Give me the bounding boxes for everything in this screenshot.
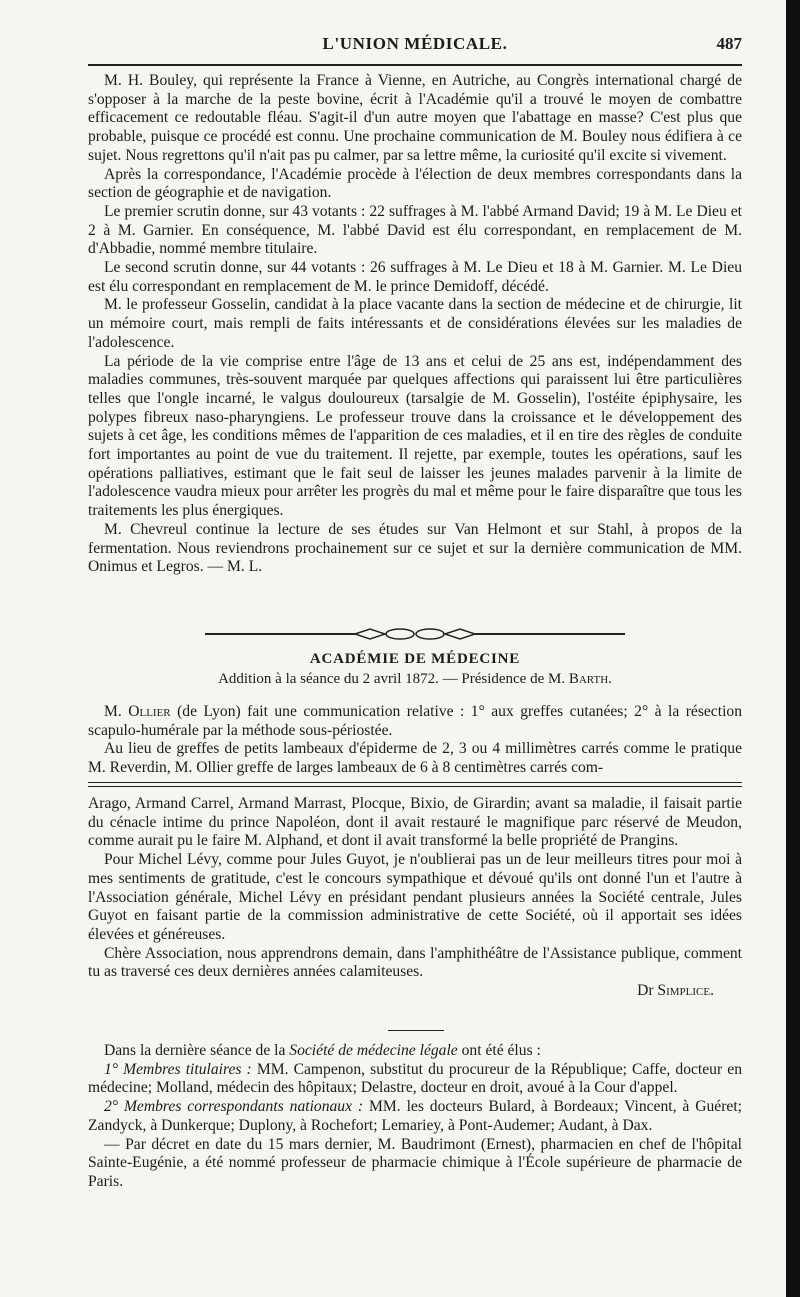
paragraph-text: (de Lyon) fait une communication relative : 1° aux greffes cutanées; 2° à la résection scapulo-humérale par la méthode sous-périostée. [88,703,742,739]
intro-text: Dans la dernière séance de la [104,1042,290,1059]
academie-medecine-report [88,703,742,778]
item-label: 2° Membres correspondants nationaux : [104,1098,364,1116]
paragraph: — Par décret en date du 15 mars dernier, M. Baudrimont (Ernest), pharmacien en chef de l'hôpital Sainte-Eugénie, a été nommé professeur de pharmacie chimique à l'École supérieure de pharmacie de Paris. [88,1135,742,1190]
short-divider [388,1030,444,1031]
paragraph: Le premier scrutin donne, sur 43 votants : 22 suffrages à M. l'abbé Armand David; 19 à M. Le Dieu et 2 à M. Garnier. En conséquence, M. l'abbé David est élu correspondant, en remplacement de M. d'Abbadie, nommé membre titulaire. [88,202,742,258]
paragraph [88,1098,742,1135]
decorative-ornament [205,627,625,641]
signature-prefix: Dr [637,982,658,1000]
paragraph: M. H. Bouley, qui représente la France à Vienne, en Autriche, au Congrès international chargé de s'opposer à la marche de la peste bovine, écrit à l'Académie qu'il a trouvé le moyen de combattre efficacement ce redoutable fléau. S'agit-il d'un autre moyen que l'abattage en masse? C'est plus que probable, puisque ce procédé est connu. Une prochaine communication de M. Bouley nous édifiera à ce sujet. Nous regrettons qu'il n'ait pas pu calmer, par sa lettre même, la curiosité qu'il excite si vivement. [88,72,742,164]
paragraph: Après la correspondance, l'Académie procède à l'élection de deux membres correspondants dans la section de géographie et de navigation. [88,165,742,202]
feuilleton [88,795,742,1001]
feuilleton-rule-bottom [88,786,742,787]
signature-name: Simplice. [657,982,714,1000]
news-items [88,1042,742,1192]
signature [88,982,742,1001]
paragraph [88,1061,742,1098]
paragraph: M. le professeur Gosselin, candidat à la place vacante dans la section de médecine et de chirurgie, lit un mémoire court, mais rempli de faits intéressants et de considérations élevées sur les maladies de l'adolescence. [88,296,742,351]
intro-suffix: ont été élus : [457,1042,541,1059]
academie-sciences-report [88,72,742,577]
subtitle-text: Addition à la séance du 2 avril 1872. — Présidence de M. [218,671,569,687]
running-title: L'UNION MÉDICALE. [322,34,508,53]
page-number: 487 [716,34,742,53]
paragraph: La période de la vie comprise entre l'âge de 13 ans et celui de 25 ans est, indépendamment des maladies communes, très-souvent marquée par quelques affections qui paraissent lui être particulières telles que l'ongle incarné, le valgus douloureux (tarsalgie de M. Gosselin), l'ostéite épiphysaire, les polypes fibreux naso-pharyngiens. Le professeur trouve dans la croissance et le développement des sujets à cet âge, les conditions mêmes de l'apparition de ces maladies, et il en tire des règles de conduite fort importantes au point de vue du traitement. Il rejette, par exemple, toutes les opérations, sauf les opérations palliatives, estimant que le fait seul de laisser les jeunes malades parvenir à la limite de l'adolescence vaudra mieux pour arrêter les progrès du mal et même pour le faire disparaître que tous les traitements les plus énergiques. [88,352,742,520]
paragraph [88,1042,742,1061]
item-label: 1° Membres titulaires : [104,1060,252,1078]
paragraph: Arago, Armand Carrel, Armand Marrast, Plocque, Bixio, de Girardin; avant sa maladie, il faisait partie du cénacle intime du prince Napoléon, dont il avait restauré le magnifique parc réservé de Meudon, comme aurait pu le faire M. Alphand, et dont il avait transformé la belle propriété de Prangins. [88,795,742,850]
paragraph: Au lieu de greffes de petits lambeaux d'épiderme de 2, 3 ou 4 millimètres carrés comme le pratique M. Reverdin, M. Ollier greffe de larges lambeaux de 6 à 8 centimètres carrés com- [88,740,742,777]
subtitle-suffix: . [608,671,612,687]
society-name: Société de médecine légale [289,1042,458,1059]
section-subtitle [88,671,742,688]
paragraph: Le second scrutin donne, sur 44 votants : 26 suffrages à M. Le Dieu et 18 à M. Garnier. M. Le Dieu est élu correspondant en remplacement de M. le prince Demidoff, décédé. [88,259,742,295]
feuilleton-rule-top [88,782,742,783]
page-header [88,34,742,60]
speaker-name: M. Ollier [104,703,171,720]
paragraph [88,703,742,740]
paragraph: Pour Michel Lévy, comme pour Jules Guyot, je n'oublierai pas un de leur meilleurs titres pour moi à mes sentiments de gratitude, c'est le concours sympathique et dévoué qu'ils ont donné l'un et l'autre à l'Association générale, Michel Lévy en présidant pendant plusieurs années la Société centrale, Jules Guyot en faisant partie de la commission administrative de cette Société, où il apportait ses idées élevées et généreuses. [88,851,742,943]
item-text: MM. Campenon, substitut du procureur de la République; Caffe, docteur en médecine; Molland, médecin des hôpitaux; Delastre, docteur en droit, avoué à la Cour d'appel. [88,1060,742,1097]
item-text: MM. les docteurs Bulard, à Bordeaux; Vincent, à Guéret; Zandyck, à Dunkerque; Duplony, à Rochefort; Lemariey, à Pont-Audemer; Audant, à Dax. [88,1098,742,1134]
president-name: Barth [568,671,609,687]
section-title: ACADÉMIE DE MÉDECINE [309,651,521,667]
paragraph: M. Chevreul continue la lecture de ses études sur Van Helmont et sur Stahl, à propos de la fermentation. Nous reviendrons prochainement sur ce sujet et sur la dernière communication de MM. Onimus et Legros. — M. L. [88,520,742,576]
paragraph: Chère Association, nous apprendrons demain, dans l'amphithéâtre de l'Assistance publique, comment tu as traversé ces deux dernières années calamiteuses. [88,944,742,981]
header-rule [88,64,742,66]
